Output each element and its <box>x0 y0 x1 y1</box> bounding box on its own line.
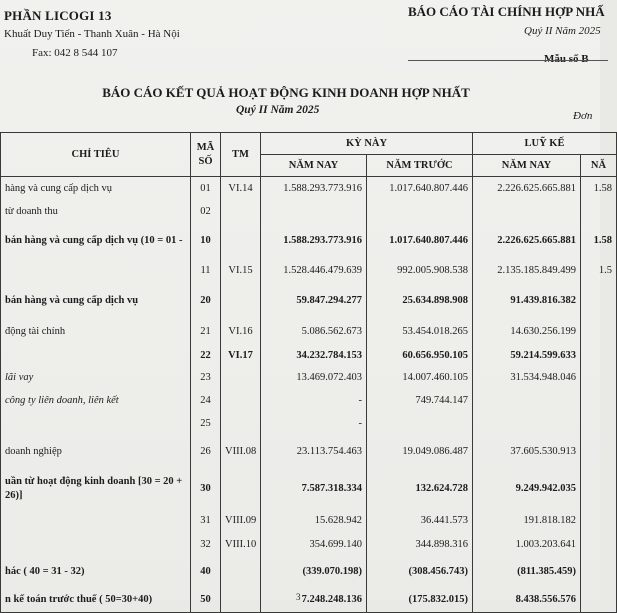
row-code: 22 <box>191 345 221 367</box>
row-note <box>221 223 261 259</box>
value-acc-prev-year <box>581 389 617 413</box>
value-this-year: 7.587.318.334 <box>261 469 367 509</box>
document-title: BÁO CÁO TÀI CHÍNH HỢP NHẤ <box>408 4 605 19</box>
header-divider <box>408 60 608 61</box>
row-note <box>221 283 261 319</box>
value-prev-year: (308.456.743) <box>367 557 473 587</box>
header-item: CHỈ TIÊU <box>1 133 191 177</box>
row-label <box>1 509 191 533</box>
value-this-year: 59.847.294.277 <box>261 283 367 319</box>
value-acc-prev-year <box>581 413 617 435</box>
value-prev-year: 344.898.316 <box>367 533 473 557</box>
header-this-period: KỲ NÀY <box>261 133 473 155</box>
row-label <box>1 259 191 283</box>
value-acc-prev-year <box>581 367 617 389</box>
table-row <box>1 319 617 345</box>
value-acc-this-year: 14.630.256.199 <box>473 319 581 345</box>
value-acc-this-year <box>473 413 581 435</box>
row-code: 11 <box>191 259 221 283</box>
row-note <box>221 557 261 587</box>
value-acc-this-year <box>473 389 581 413</box>
value-prev-year: 25.634.898.908 <box>367 283 473 319</box>
value-prev-year: 1.017.640.807.446 <box>367 223 473 259</box>
value-acc-this-year: 8.438.556.576 <box>473 587 581 613</box>
value-prev-year: 132.624.728 <box>367 469 473 509</box>
header-acc-this-year: NĂM NAY <box>473 155 581 177</box>
row-label: bán hàng và cung cấp dịch vụ <box>1 283 191 319</box>
report-period: Quý II Năm 2025 <box>236 104 320 116</box>
header-prev-year: NĂM TRƯỚC <box>367 155 473 177</box>
table-row <box>1 509 617 533</box>
page-number: 3 <box>296 592 301 602</box>
row-note: VI.14 <box>221 177 261 201</box>
document-header <box>408 4 608 65</box>
header-acc-prev-year: NĂ <box>581 155 617 177</box>
value-acc-this-year: 37.605.530.913 <box>473 435 581 469</box>
value-acc-prev-year: 1.58 <box>581 223 617 259</box>
row-label: công ty liên doanh, liên kết <box>1 389 191 413</box>
value-this-year <box>261 201 367 223</box>
value-this-year: 23.113.754.463 <box>261 435 367 469</box>
value-acc-this-year: (811.385.459) <box>473 557 581 587</box>
value-acc-this-year: 2.226.625.665.881 <box>473 223 581 259</box>
value-acc-prev-year <box>581 557 617 587</box>
row-code: 26 <box>191 435 221 469</box>
row-note <box>221 469 261 509</box>
row-note <box>221 587 261 613</box>
row-code: 01 <box>191 177 221 201</box>
value-acc-this-year: 9.249.942.035 <box>473 469 581 509</box>
value-acc-prev-year <box>581 201 617 223</box>
row-label: hác ( 40 = 31 - 32) <box>1 557 191 587</box>
table-row <box>1 223 617 259</box>
row-label-line: 26)] <box>5 489 23 501</box>
table-row <box>1 201 617 223</box>
value-prev-year <box>367 201 473 223</box>
row-code: 02 <box>191 201 221 223</box>
row-note <box>221 201 261 223</box>
row-label: doanh nghiệp <box>1 435 191 469</box>
company-address: Khuất Duy Tiến - Thanh Xuân - Hà Nội <box>4 28 180 40</box>
value-acc-prev-year: 1.5 <box>581 259 617 283</box>
table-row <box>1 367 617 389</box>
table-row <box>1 389 617 413</box>
row-code: 50 <box>191 587 221 613</box>
row-label: từ doanh thu <box>1 201 191 223</box>
value-prev-year: 14.007.460.105 <box>367 367 473 389</box>
row-note: VI.16 <box>221 319 261 345</box>
row-code: 40 <box>191 557 221 587</box>
row-note: VIII.09 <box>221 509 261 533</box>
table-row <box>1 587 617 613</box>
value-this-year: 1.588.293.773.916 <box>261 177 367 201</box>
row-code: 25 <box>191 413 221 435</box>
row-label-line: uần từ hoạt động kinh doanh [30 = 20 + <box>5 475 183 487</box>
income-statement-table <box>0 132 617 613</box>
table-row <box>1 533 617 557</box>
value-prev-year: 53.454.018.265 <box>367 319 473 345</box>
row-note: VIII.08 <box>221 435 261 469</box>
row-note <box>221 389 261 413</box>
value-this-year: 1.528.446.479.639 <box>261 259 367 283</box>
row-label <box>1 469 191 509</box>
value-this-year: 34.232.784.153 <box>261 345 367 367</box>
company-header <box>4 4 264 59</box>
table-row <box>1 259 617 283</box>
header-code: MÃ SỐ <box>191 133 221 177</box>
row-label: bán hàng và cung cấp dịch vụ (10 = 01 - <box>1 223 191 259</box>
row-code: 21 <box>191 319 221 345</box>
table-row <box>1 345 617 367</box>
row-code: 20 <box>191 283 221 319</box>
document-period: Quý II Năm 2025 <box>524 25 601 37</box>
value-this-year: 5.086.562.673 <box>261 319 367 345</box>
value-acc-this-year: 2.135.185.849.499 <box>473 259 581 283</box>
table-row <box>1 413 617 435</box>
row-label <box>1 533 191 557</box>
company-fax: Fax: 042 8 544 107 <box>32 47 118 59</box>
value-acc-prev-year <box>581 283 617 319</box>
value-prev-year: 749.744.147 <box>367 389 473 413</box>
row-code: 32 <box>191 533 221 557</box>
table-row <box>1 283 617 319</box>
table-row <box>1 435 617 469</box>
row-label <box>1 345 191 367</box>
value-acc-prev-year <box>581 469 617 509</box>
value-acc-this-year: 2.226.625.665.881 <box>473 177 581 201</box>
value-acc-prev-year <box>581 345 617 367</box>
header-note: TM <box>221 133 261 177</box>
row-label <box>1 413 191 435</box>
row-note <box>221 367 261 389</box>
value-acc-prev-year <box>581 509 617 533</box>
value-prev-year: (175.832.015) <box>367 587 473 613</box>
row-label: n kế toán trước thuế ( 50=30+40) <box>1 587 191 613</box>
header-this-year: NĂM NAY <box>261 155 367 177</box>
value-acc-prev-year <box>581 435 617 469</box>
row-note <box>221 413 261 435</box>
row-note: VIII.10 <box>221 533 261 557</box>
value-acc-this-year: 1.003.203.641 <box>473 533 581 557</box>
value-this-year: 15.628.942 <box>261 509 367 533</box>
form-number: Mẫu số B <box>544 53 589 65</box>
value-acc-this-year: 59.214.599.633 <box>473 345 581 367</box>
row-note: VI.17 <box>221 345 261 367</box>
value-this-year: 7.248.248.136 <box>261 587 367 613</box>
value-prev-year: 1.017.640.807.446 <box>367 177 473 201</box>
row-code: 30 <box>191 469 221 509</box>
report-title: BÁO CÁO KẾT QUẢ HOẠT ĐỘNG KINH DOANH HỢP NHẤT <box>102 85 470 100</box>
table-row <box>1 177 617 201</box>
row-code: 24 <box>191 389 221 413</box>
value-acc-this-year <box>473 201 581 223</box>
row-label: động tài chính <box>1 319 191 345</box>
value-prev-year: 36.441.573 <box>367 509 473 533</box>
company-name: PHẦN LICOGI 13 <box>4 8 112 23</box>
table-row <box>1 469 617 509</box>
row-code: 10 <box>191 223 221 259</box>
value-acc-prev-year <box>581 587 617 613</box>
value-this-year: - <box>261 389 367 413</box>
value-this-year: 1.588.293.773.916 <box>261 223 367 259</box>
value-acc-prev-year <box>581 533 617 557</box>
value-prev-year <box>367 413 473 435</box>
value-prev-year: 992.005.908.538 <box>367 259 473 283</box>
value-acc-prev-year: 1.58 <box>581 177 617 201</box>
row-label: hàng và cung cấp dịch vụ <box>1 177 191 201</box>
value-this-year: - <box>261 413 367 435</box>
value-prev-year: 19.049.086.487 <box>367 435 473 469</box>
row-code: 23 <box>191 367 221 389</box>
value-acc-this-year: 191.818.182 <box>473 509 581 533</box>
value-this-year: 13.469.072.403 <box>261 367 367 389</box>
row-label: lãi vay <box>1 367 191 389</box>
currency-unit: Đơn <box>573 110 593 122</box>
value-prev-year: 60.656.950.105 <box>367 345 473 367</box>
value-acc-this-year: 91.439.816.382 <box>473 283 581 319</box>
header-accumulated: LUỸ KẾ <box>473 133 617 155</box>
value-acc-prev-year <box>581 319 617 345</box>
row-code: 31 <box>191 509 221 533</box>
row-note: VI.15 <box>221 259 261 283</box>
value-this-year: 354.699.140 <box>261 533 367 557</box>
table-row <box>1 557 617 587</box>
value-this-year: (339.070.198) <box>261 557 367 587</box>
value-acc-this-year: 31.534.948.046 <box>473 367 581 389</box>
